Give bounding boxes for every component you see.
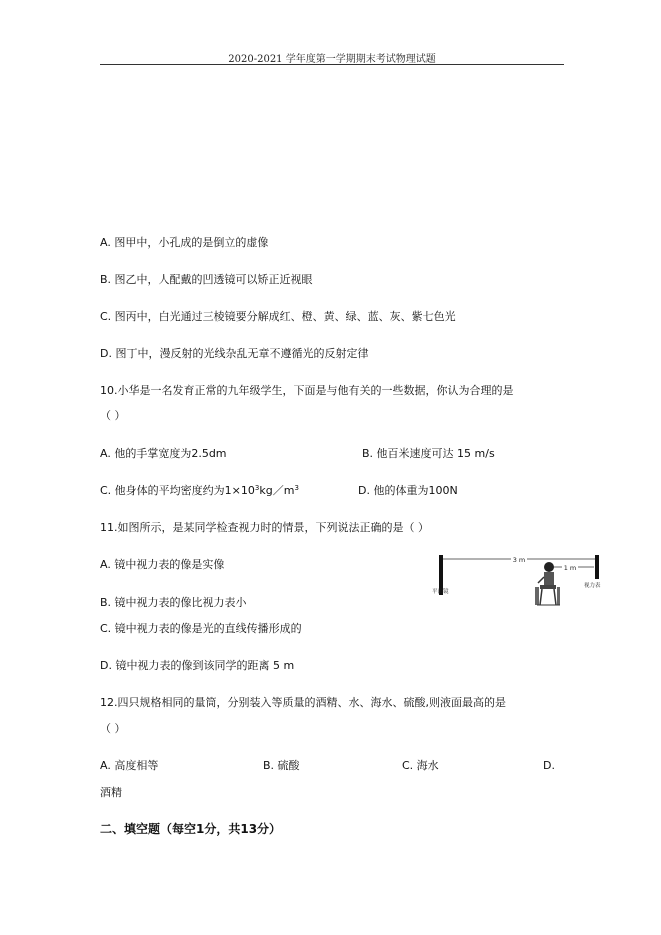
eye-test-diagram — [432, 553, 604, 623]
header-divider — [100, 64, 564, 65]
q12-answer-paren: （ ） — [100, 722, 126, 735]
eye-chart-bar — [595, 555, 599, 579]
eye-chart-label: 视力表 — [584, 583, 601, 589]
q12-option-c: C. 海水 — [402, 759, 439, 772]
mirror-label: 平面镜 — [432, 589, 449, 595]
q10-option-c — [100, 484, 299, 498]
q10-option-d: D. 他的体重为100N — [358, 484, 458, 497]
q12-option-b: B. 硫酸 — [263, 759, 300, 772]
q10-stem: 10.小华是一名发育正常的九年级学生，下面是与他有关的一些数据，你认为合理的是 — [100, 384, 514, 397]
q10-option-c-unit-exponent: 3 — [294, 484, 299, 492]
q11-option-a: A. 镜中视力表的像是实像 — [100, 558, 225, 571]
q9-option-d: D. 图丁中，漫反射的光线杂乱无章不遵循光的反射定律 — [100, 347, 369, 360]
q9-option-a: A. 图甲中，小孔成的是倒立的虚像 — [100, 236, 269, 249]
q12-option-a: A. 高度相等 — [100, 759, 159, 772]
q10-option-a: A. 他的手掌宽度为2.5dm — [100, 447, 227, 460]
q9-option-b: B. 图乙中，人配戴的凹透镜可以矫正近视眼 — [100, 273, 313, 286]
q11-option-c: C. 镜中视力表的像是光的直线传播形成的 — [100, 622, 302, 635]
dimension-total-label: 3 m — [512, 556, 526, 564]
q10-option-c-text: C. 他身体的平均密度约为1×10 — [100, 484, 255, 497]
q10-option-c-unit: kg／m — [259, 484, 295, 497]
q11-option-d: D. 镜中视力表的像到该同学的距离 5 m — [100, 659, 295, 672]
q10-option-c-exponent: 3 — [254, 484, 260, 492]
student-figure — [535, 562, 560, 605]
q11-stem: 11.如图所示，是某同学检查视力时的情景，下列说法正确的是（ ） — [100, 521, 429, 534]
q10-answer-paren: （ ） — [100, 409, 126, 422]
q12-option-d-text: 酒精 — [100, 786, 122, 799]
q12-stem: 12.四只规格相同的量筒，分别装入等质量的酒精、水、海水、硫酸,则液面最高的是 — [100, 696, 506, 709]
dimension-short-label: 1 m — [563, 564, 577, 572]
q11-option-b: B. 镜中视力表的像比视力表小 — [100, 596, 247, 609]
q9-option-c: C. 图丙中，白光通过三棱镜要分解成红、橙、黄、绿、蓝、灰、紫七色光 — [100, 310, 456, 323]
section-2-title: 二、填空题（每空1分，共13分） — [100, 822, 282, 836]
q10-option-b: B. 他百米速度可达 15 m/s — [362, 447, 495, 460]
page-header: 2020-2021 学年度第一学期期末考试物理试题 — [228, 54, 436, 65]
q12-option-d-label: D. — [543, 759, 555, 772]
